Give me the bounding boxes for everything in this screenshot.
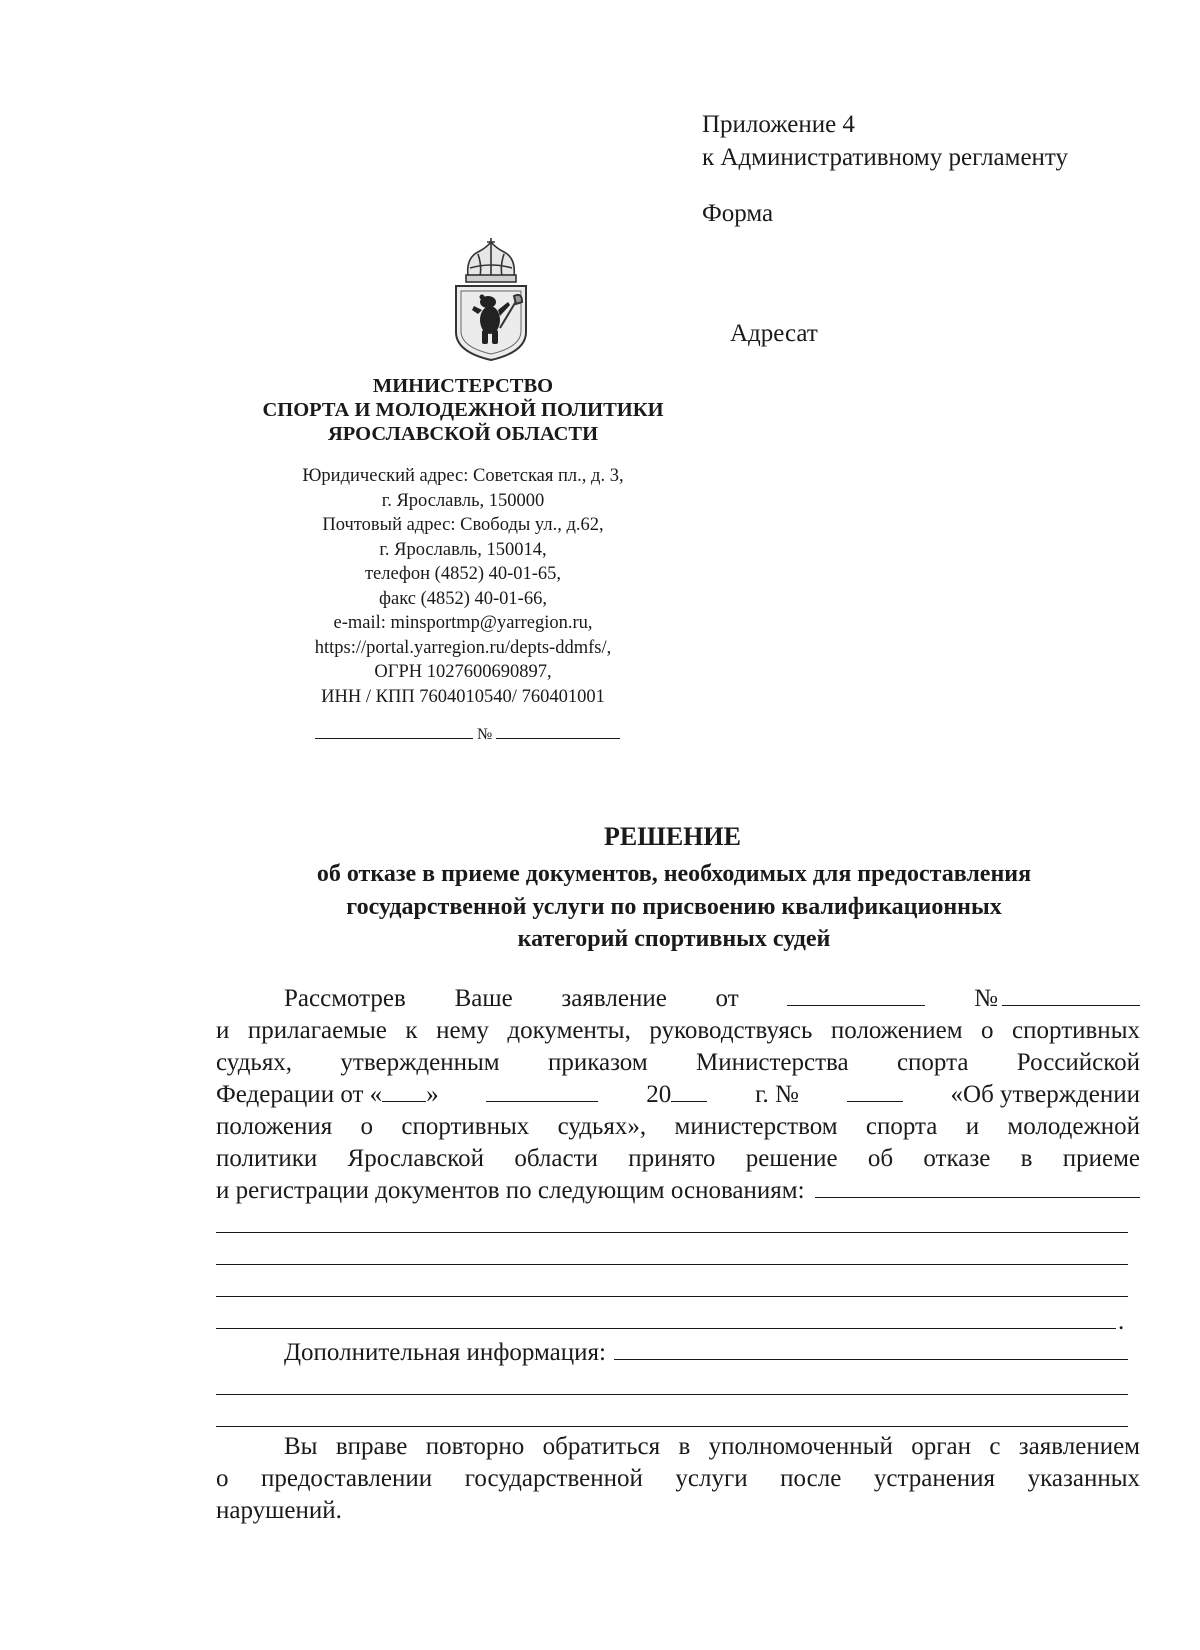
order-day-field[interactable]: [382, 1081, 426, 1102]
additional-info-line-blank[interactable]: [216, 1394, 1128, 1395]
body-text: Федерации от «: [216, 1081, 383, 1108]
additional-info-line-blank[interactable]: [216, 1426, 1128, 1427]
body-word: Рассмотрев: [284, 985, 406, 1012]
appendix-line-1: Приложение 4: [702, 111, 855, 138]
order-year-field[interactable]: [671, 1081, 707, 1102]
additional-info-field[interactable]: [614, 1339, 1128, 1360]
body-text: «Об утверждении: [950, 1081, 1140, 1108]
inn-kpp-line: ИНН / КПП 7604010540/ 760401001: [321, 686, 605, 707]
body-line-6: политики Ярославской области принято решение об отказе в приеме: [216, 1145, 1140, 1172]
body-text: 20: [646, 1081, 672, 1108]
address-line: Юридический адрес: Советская пл., д. 3,: [302, 466, 624, 486]
additional-info-line: [284, 1338, 1128, 1368]
addressee-label: Адресат: [730, 320, 818, 347]
order-number-field[interactable]: [847, 1081, 903, 1102]
address-line: Почтовый адрес: Свободы ул., д.62,: [322, 515, 604, 535]
refusal-grounds-line[interactable]: [216, 1264, 1128, 1265]
body-word: от: [715, 985, 739, 1012]
address-line: г. Ярославль, 150000: [381, 490, 545, 511]
website-line: https://portal.yarregion.ru/depts-ddmfs/,: [314, 637, 612, 658]
body-line-7: [216, 1176, 1140, 1206]
subtitle-line-3: категорий спортивных судей: [517, 926, 831, 952]
final-line-3: нарушений.: [216, 1497, 342, 1524]
end-period: .: [1118, 1308, 1125, 1335]
registration-line: [315, 724, 625, 744]
body-text: г. №: [755, 1081, 799, 1108]
body-line-4: [216, 1080, 1140, 1110]
registration-number-field[interactable]: [496, 724, 620, 739]
body-word: заявление: [561, 985, 667, 1012]
decision-subtitle: [228, 858, 1120, 956]
final-line-2: о предоставлении государственной услуги после устранения указанных: [216, 1465, 1140, 1492]
registration-date-field[interactable]: [315, 724, 473, 739]
ministry-line-2: СПОРТА И МОЛОДЕЖНОЙ ПОЛИТИКИ: [262, 399, 664, 421]
order-month-field[interactable]: [486, 1081, 598, 1102]
body-line-2: и прилагаемые к нему документы, руководствуясь положением о спортивных: [216, 1017, 1140, 1044]
ministry-name: [220, 374, 706, 446]
coat-of-arms-icon: [448, 236, 534, 364]
final-line-1: Вы вправе повторно обратиться в уполномоченный орган с заявлением: [284, 1433, 1140, 1460]
phone-line: телефон (4852) 40-01-65,: [364, 564, 562, 584]
appendix-header: [702, 108, 1068, 174]
ministry-line-1: МИНИСТЕРСТВО: [372, 375, 554, 397]
refusal-grounds-line[interactable]: [216, 1328, 1116, 1329]
body-line-3: судьях, утвержденным приказом Министерства спорта Российской: [216, 1049, 1140, 1076]
ministry-address: [240, 464, 686, 709]
refusal-grounds-field[interactable]: [815, 1177, 1140, 1198]
additional-info-label: Дополнительная информация:: [284, 1339, 606, 1366]
ogrn-line: ОГРН 1027600690897,: [374, 662, 552, 682]
body-text: и регистрации документов по следующим основаниям:: [216, 1177, 805, 1204]
subtitle-line-2: государственной услуги по присвоению квалификационных: [346, 893, 1002, 920]
body-word: Ваше: [454, 985, 513, 1012]
ministry-line-3: ЯРОСЛАВСКОЙ ОБЛАСТИ: [327, 423, 599, 445]
body-line-1: [284, 984, 1140, 1014]
fax-line: факс (4852) 40-01-66,: [379, 588, 547, 609]
application-number-field[interactable]: [1002, 985, 1140, 1006]
body-line-5: положения о спортивных судьях», министерством спорта и молодежной: [216, 1113, 1140, 1140]
refusal-grounds-line[interactable]: [216, 1232, 1128, 1233]
body-word: №: [974, 985, 998, 1012]
registration-number-sign: №: [477, 726, 493, 743]
address-line: г. Ярославль, 150014,: [379, 539, 547, 560]
refusal-grounds-line[interactable]: [216, 1296, 1128, 1297]
decision-title: РЕШЕНИЕ: [604, 822, 741, 851]
form-label: Форма: [702, 200, 774, 227]
email-line: e-mail: minsportmp@yarregion.ru,: [333, 613, 593, 633]
subtitle-line-1: об отказе в приеме документов, необходимых для предоставления: [316, 861, 1032, 887]
appendix-line-2: к Административному регламенту: [702, 144, 1069, 171]
application-date-field[interactable]: [787, 985, 925, 1006]
body-text: »: [426, 1081, 439, 1108]
